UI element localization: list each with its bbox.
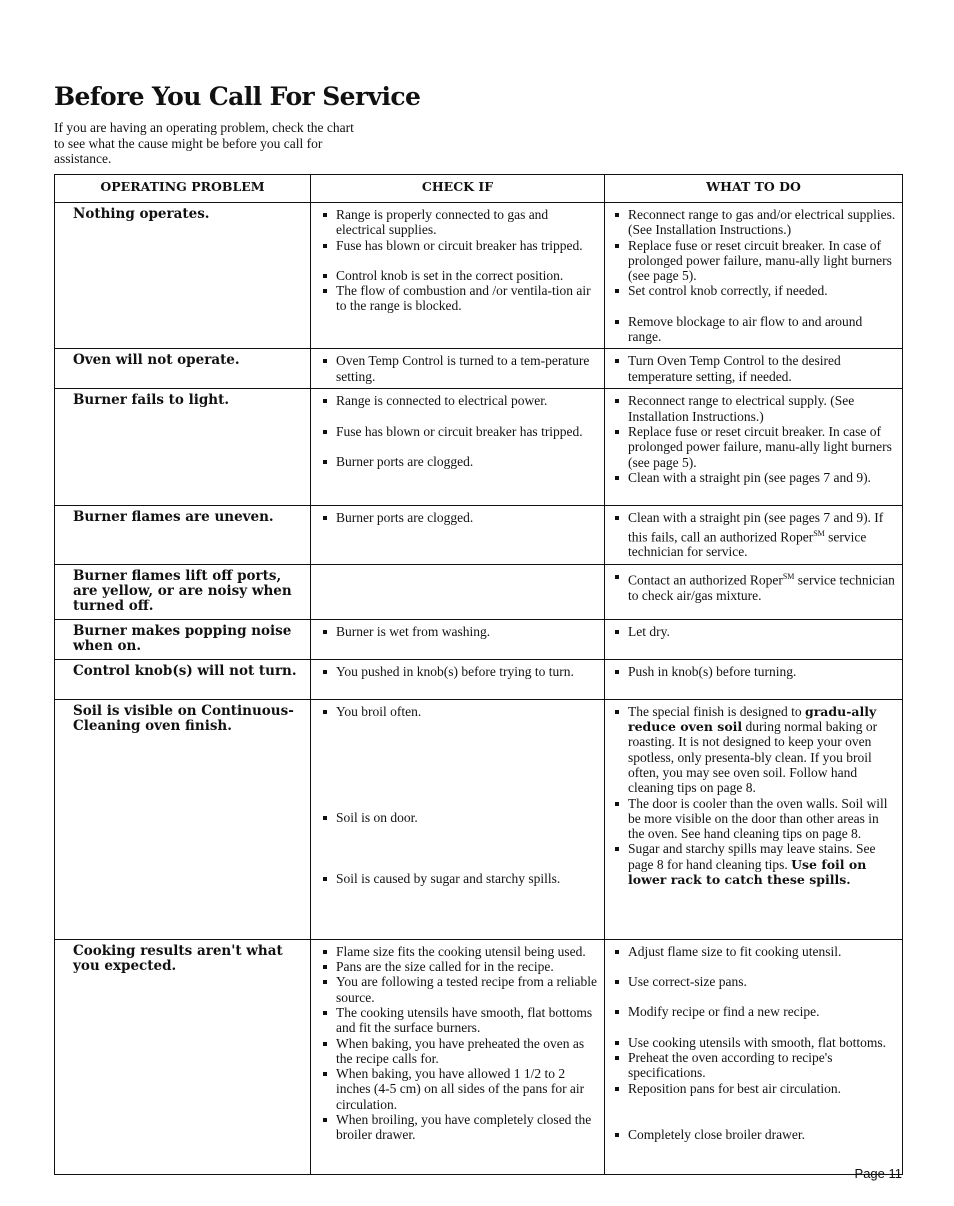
- todo-text: during normal baking or roasting. It is not designed to keep your oven spotless, only presenta-bly clean. If you broil often, you may see oven soil. Follow hand cleaning tips on page 8.: [628, 719, 878, 796]
- todo-cell: [605, 349, 903, 389]
- todo-text: Clean with a straight pin (see pages 7 and 9). If this fails, call an authorized Roper: [628, 510, 884, 545]
- list-item: [613, 704, 898, 796]
- table-row: [55, 699, 903, 939]
- list-item: When baking, you have allowed 1 1/2 to 2 inches (4-5 cm) on all sides of the pans for air circulation.: [321, 1066, 598, 1112]
- service-mark: SM: [813, 528, 825, 538]
- list-item: Completely close broiler drawer.: [613, 1127, 898, 1142]
- list-item: [613, 841, 898, 887]
- list-item: Burner is wet from washing.: [321, 624, 598, 639]
- todo-cell: [605, 564, 903, 619]
- list-item: Adjust flame size to fit cooking utensil.: [613, 944, 898, 959]
- todo-cell: [605, 619, 903, 659]
- list-item: Clean with a straight pin (see pages 7 and 9).: [613, 470, 898, 485]
- list-item: Turn Oven Temp Control to the desired temperature setting, if needed.: [613, 353, 898, 384]
- problem-cell: Burner makes popping noise when on.: [55, 619, 311, 659]
- table-row: [55, 619, 903, 659]
- list-item: You are following a tested recipe from a reliable source.: [321, 974, 598, 1005]
- todo-emphasis: Use foil on lower rack to catch these spills.: [628, 856, 867, 888]
- check-cell: [311, 203, 605, 349]
- check-cell: [311, 939, 605, 1174]
- header-row: [55, 175, 903, 203]
- list-item: When baking, you have preheated the oven as the recipe calls for.: [321, 1036, 598, 1067]
- list-item: Soil is caused by sugar and starchy spills.: [321, 871, 598, 886]
- todo-cell: [605, 506, 903, 564]
- list-item: Preheat the oven according to recipe's specifications.: [613, 1050, 898, 1081]
- list-item: You broil often.: [321, 704, 598, 719]
- list-item: The cooking utensils have smooth, flat bottoms and fit the surface burners.: [321, 1005, 598, 1036]
- todo-text: The special finish is designed to: [628, 703, 805, 719]
- check-cell: [311, 619, 605, 659]
- table-row: [55, 659, 903, 699]
- problem-cell: Control knob(s) will not turn.: [55, 659, 311, 699]
- list-item: Pans are the size called for in the recipe.: [321, 959, 598, 974]
- todo-text: Sugar and starchy spills may leave stains. See page 8 for hand cleaning tips.: [628, 841, 876, 872]
- problem-cell: Burner flames lift off ports, are yellow, or are noisy when turned off.: [55, 564, 311, 619]
- page-number: Page 11: [854, 1166, 902, 1181]
- table-row: [55, 203, 903, 349]
- problem-cell: Burner fails to light.: [55, 389, 311, 506]
- todo-cell: [605, 699, 903, 939]
- list-item: Reconnect range to electrical supply. (See Installation Instructions.): [613, 393, 898, 424]
- list-item: The door is cooler than the oven walls. Soil will be more visible on the door than other areas in the oven. See hand cleaning tips on page 8.: [613, 796, 898, 842]
- list-item: Fuse has blown or circuit breaker has tripped.: [321, 424, 598, 439]
- check-cell: [311, 699, 605, 939]
- list-item: Remove blockage to air flow to and around range.: [613, 314, 898, 345]
- list-item: Let dry.: [613, 624, 898, 639]
- list-item: Use correct-size pans.: [613, 974, 898, 989]
- list-item: Reposition pans for best air circulation.: [613, 1081, 898, 1096]
- list-item: Soil is on door.: [321, 810, 598, 825]
- intro-text: If you are having an operating problem, check the chart to see what the cause might be before you call for assistance.: [54, 120, 354, 166]
- todo-cell: [605, 659, 903, 699]
- list-item: Oven Temp Control is turned to a tem-perature setting.: [321, 353, 598, 384]
- header-check-if: CHECK IF: [311, 175, 605, 203]
- list-item: You pushed in knob(s) before trying to turn.: [321, 664, 598, 679]
- list-item: [613, 510, 898, 559]
- check-cell: [311, 564, 605, 619]
- list-item: Set control knob correctly, if needed.: [613, 283, 898, 298]
- check-cell: [311, 506, 605, 564]
- list-item: Modify recipe or find a new recipe.: [613, 1004, 898, 1019]
- list-item: Replace fuse or reset circuit breaker. In case of prolonged power failure, manu-ally light burners (see page 5).: [613, 238, 898, 284]
- list-item: Control knob is set in the correct position.: [321, 268, 598, 283]
- todo-cell: [605, 939, 903, 1174]
- list-item: Use cooking utensils with smooth, flat bottoms.: [613, 1035, 898, 1050]
- todo-emphasis: gradu-ally reduce oven soil: [628, 703, 877, 735]
- list-item: Reconnect range to gas and/or electrical supplies. (See Installation Instructions.): [613, 207, 898, 238]
- service-mark: SM: [782, 571, 795, 581]
- check-cell: [311, 659, 605, 699]
- list-item: Burner ports are clogged.: [321, 454, 598, 469]
- check-cell: [311, 389, 605, 506]
- list-item: [613, 569, 898, 603]
- check-cell: [311, 349, 605, 389]
- list-item: Flame size fits the cooking utensil being used.: [321, 944, 598, 959]
- problem-cell: Soil is visible on Continuous-Cleaning oven finish.: [55, 699, 311, 939]
- list-item: When broiling, you have completely closed the broiler drawer.: [321, 1112, 598, 1143]
- problem-cell: Oven will not operate.: [55, 349, 311, 389]
- table-row: [55, 389, 903, 506]
- header-what-to-do: WHAT TO DO: [605, 175, 903, 203]
- todo-text: service technician to check air/gas mixture.: [628, 572, 895, 603]
- list-item: Range is connected to electrical power.: [321, 393, 598, 408]
- todo-cell: [605, 203, 903, 349]
- service-chart: [54, 174, 903, 1175]
- todo-text: Contact an authorized Roper: [628, 572, 783, 588]
- problem-cell: Cooking results aren't what you expected.: [55, 939, 311, 1174]
- todo-text: service technician for service.: [628, 529, 867, 560]
- problem-cell: Nothing operates.: [55, 203, 311, 349]
- header-operating-problem: OPERATING PROBLEM: [55, 175, 311, 203]
- page-title: Before You Call For Service: [54, 82, 421, 111]
- todo-cell: [605, 389, 903, 506]
- list-item: The flow of combustion and /or ventila-tion air to the range is blocked.: [321, 283, 598, 314]
- problem-cell: Burner flames are uneven.: [55, 506, 311, 564]
- list-item: Fuse has blown or circuit breaker has tripped.: [321, 238, 598, 253]
- list-item: Replace fuse or reset circuit breaker. In case of prolonged power failure, manu-ally light burners (see page 5).: [613, 424, 898, 470]
- list-item: Burner ports are clogged.: [321, 510, 598, 525]
- table-row: [55, 506, 903, 564]
- table-row: [55, 939, 903, 1174]
- table-row: [55, 349, 903, 389]
- table-row: [55, 564, 903, 619]
- list-item: Push in knob(s) before turning.: [613, 664, 898, 679]
- list-item: Range is properly connected to gas and electrical supplies.: [321, 207, 598, 238]
